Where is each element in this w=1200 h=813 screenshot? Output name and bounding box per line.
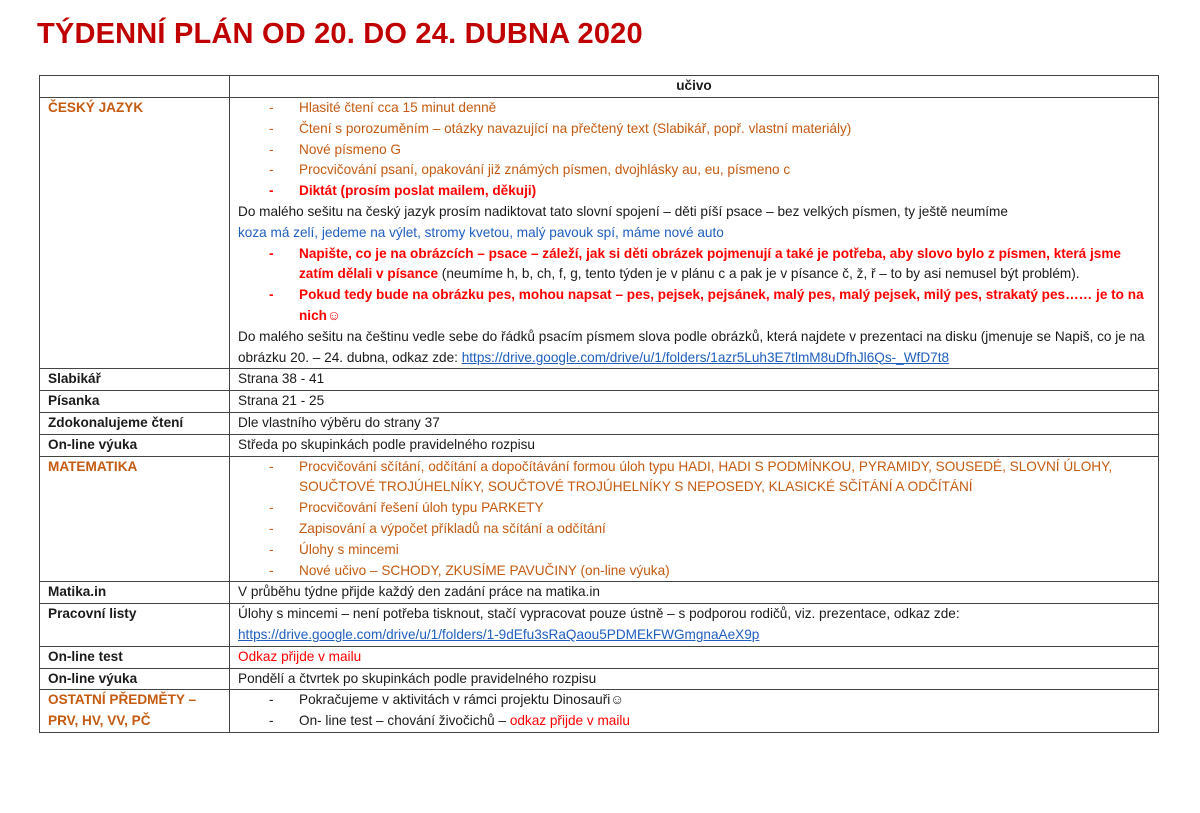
page-title: TÝDENNÍ PLÁN OD 20. DO 24. DUBNA 2020	[37, 18, 643, 50]
cesky-list	[238, 98, 1150, 202]
content-ostatni	[230, 690, 1159, 733]
pracovni-text: Úlohy s mincemi – není potřeba tisknout, stačí vypracovat pouze ústně – s podporou rodičů, viz. prezentace, odkaz zde:	[238, 606, 960, 622]
weekly-plan-table	[39, 75, 1159, 733]
ostatni-item2-red: odkaz přijde v mailu	[509, 713, 630, 729]
subject-zdokonalujeme-cteni: Zdokonalujeme čtení	[40, 412, 230, 434]
list-item: - Procvičování sčítání, odčítání a dopočítávání formou úloh typu HADI, HADI S PODMÍNKOU, PYRAMIDY, SOUSEDÉ, SLOVNÍ ÚLOHY, SOUČTOVÉ TROJÚHELNÍKY, SOUČTOVÉ TROJÚHELNÍKY S NEPOSEDY, KLASICKÉ SČÍTÁNÍ A ODČÍTÁNÍ	[238, 457, 1150, 499]
list-item	[238, 711, 1150, 732]
list-item-pokud: - Pokud tedy bude na obrázku pes, mohou napsat – pes, pejsek, pejsánek, malý pes, malý pejsek, milý pes, strakatý pes…… je to na nich☺	[238, 285, 1150, 327]
subject-matematika: MATEMATIKA	[40, 456, 230, 582]
list-item: - Nové učivo – SCHODY, ZKUSÍME PAVUČINY (on-line výuka)	[238, 561, 1150, 582]
list-item: - Pokračujeme v aktivitách v rámci projektu Dinosauři☺	[238, 690, 1150, 711]
table-row	[40, 604, 1159, 647]
header-ucivo: učivo	[230, 76, 1159, 98]
content-slabikar: Strana 38 - 41	[230, 369, 1159, 391]
diktat-instructions: Do malého sešitu na český jazyk prosím nadiktovat tato slovní spojení – děti píší psace – bez velkých písmen, ty ještě neumíme	[238, 203, 1008, 219]
list-item: - Procvičování řešení úloh typu PARKETY	[238, 498, 1150, 519]
table-row	[40, 646, 1159, 668]
content-pisanka: Strana 21 - 25	[230, 391, 1159, 413]
diktat-words: koza má zelí, jedeme na výlet, stromy kvetou, malý pavouk spí, máme nové auto	[238, 224, 724, 240]
table-row	[40, 412, 1159, 434]
table-row	[40, 391, 1159, 413]
table-header-row	[40, 76, 1159, 98]
ostatni-item2-text: On- line test – chování živočichů –	[299, 713, 510, 729]
ostatni-list	[238, 690, 1150, 732]
subject-online-test: On-line test	[40, 646, 230, 668]
subject-matika-in: Matika.in	[40, 582, 230, 604]
list-item: - Hlasité čtení cca 15 minut denně	[238, 98, 1150, 119]
matematika-list	[238, 457, 1150, 582]
content-online-vyuka-2: Pondělí a čtvrtek po skupinkách podle pravidelného rozpisu	[230, 668, 1159, 690]
content-online-test: Odkaz přijde v mailu	[230, 646, 1159, 668]
table-row	[40, 668, 1159, 690]
table-row-cesky	[40, 98, 1159, 369]
table-row	[40, 434, 1159, 456]
table-row-matematika	[40, 456, 1159, 582]
napiste-rest-text: (neumíme h, b, ch, f, g, tento týden je v plánu c a pak je v písance č, ž, ř – to by asi nemusel být problém).	[438, 266, 1080, 282]
content-pracovni-listy	[230, 604, 1159, 647]
list-item: - Zapisování a výpočet příkladů na sčítání a odčítání	[238, 519, 1150, 540]
cesky-list-2	[238, 244, 1150, 327]
subject-ostatni-predmety: OSTATNÍ PŘEDMĚTY – PRV, HV, VV, PČ	[40, 690, 230, 733]
subject-online-vyuka-2: On-line výuka	[40, 668, 230, 690]
table-row-ostatni	[40, 690, 1159, 733]
drive-link-cesky[interactable]: https://drive.google.com/drive/u/1/folders/1azr5Luh3E7tlmM8uDfhJl6Qs-_WfD7t8	[461, 349, 950, 365]
table-row	[40, 369, 1159, 391]
subject-pracovni-listy: Pracovní listy	[40, 604, 230, 647]
content-matika-in: V průběhu týdne přijde každý den zadání práce na matika.in	[230, 582, 1159, 604]
napiste-bold-text: Napište, co je na obrázcích – psace – záleží, jak si děti obrázek pojmenují a také je potřeba, aby slovo bylo z písmen, která jsme zatím dělali v písance	[299, 245, 1121, 282]
subject-cesky-jazyk: ČESKÝ JAZYK	[40, 98, 230, 369]
list-item-napiste	[238, 244, 1150, 286]
content-online-vyuka: Středa po skupinkách podle pravidelného rozpisu	[230, 434, 1159, 456]
subject-slabikar: Slabikář	[40, 369, 230, 391]
content-cesky	[230, 98, 1159, 369]
list-item: - Čtení s porozuměním – otázky navazující na přečtený text (Slabikář, popř. vlastní materiály)	[238, 119, 1150, 140]
list-item-diktat: - Diktát (prosím poslat mailem, děkuji)	[238, 181, 1150, 202]
list-item: - Úlohy s mincemi	[238, 540, 1150, 561]
content-zdokonalujeme-cteni: Dle vlastního výběru do strany 37	[230, 412, 1159, 434]
final-text: Do malého sešitu na češtinu vedle sebe do řádků psacím písmem slova podle obrázků, která najdete v prezentaci na disku (jmenuje se Napiš, co je na obrázku 20. – 24. dubna, odkaz zde:	[238, 328, 1145, 365]
list-item: - Nové písmeno G	[238, 140, 1150, 161]
drive-link-pracovni[interactable]: https://drive.google.com/drive/u/1/folders/1-9dEfu3sRaQaou5PDMEkFWGmgnaAeX9p	[238, 626, 760, 642]
content-matematika	[230, 456, 1159, 582]
subject-pisanka: Písanka	[40, 391, 230, 413]
final-instructions	[238, 327, 1150, 369]
subject-online-vyuka: On-line výuka	[40, 434, 230, 456]
list-item: - Procvičování psaní, opakování již známých písmen, dvojhlásky au, eu, písmeno c	[238, 160, 1150, 181]
header-subject	[40, 76, 230, 98]
table-row	[40, 582, 1159, 604]
